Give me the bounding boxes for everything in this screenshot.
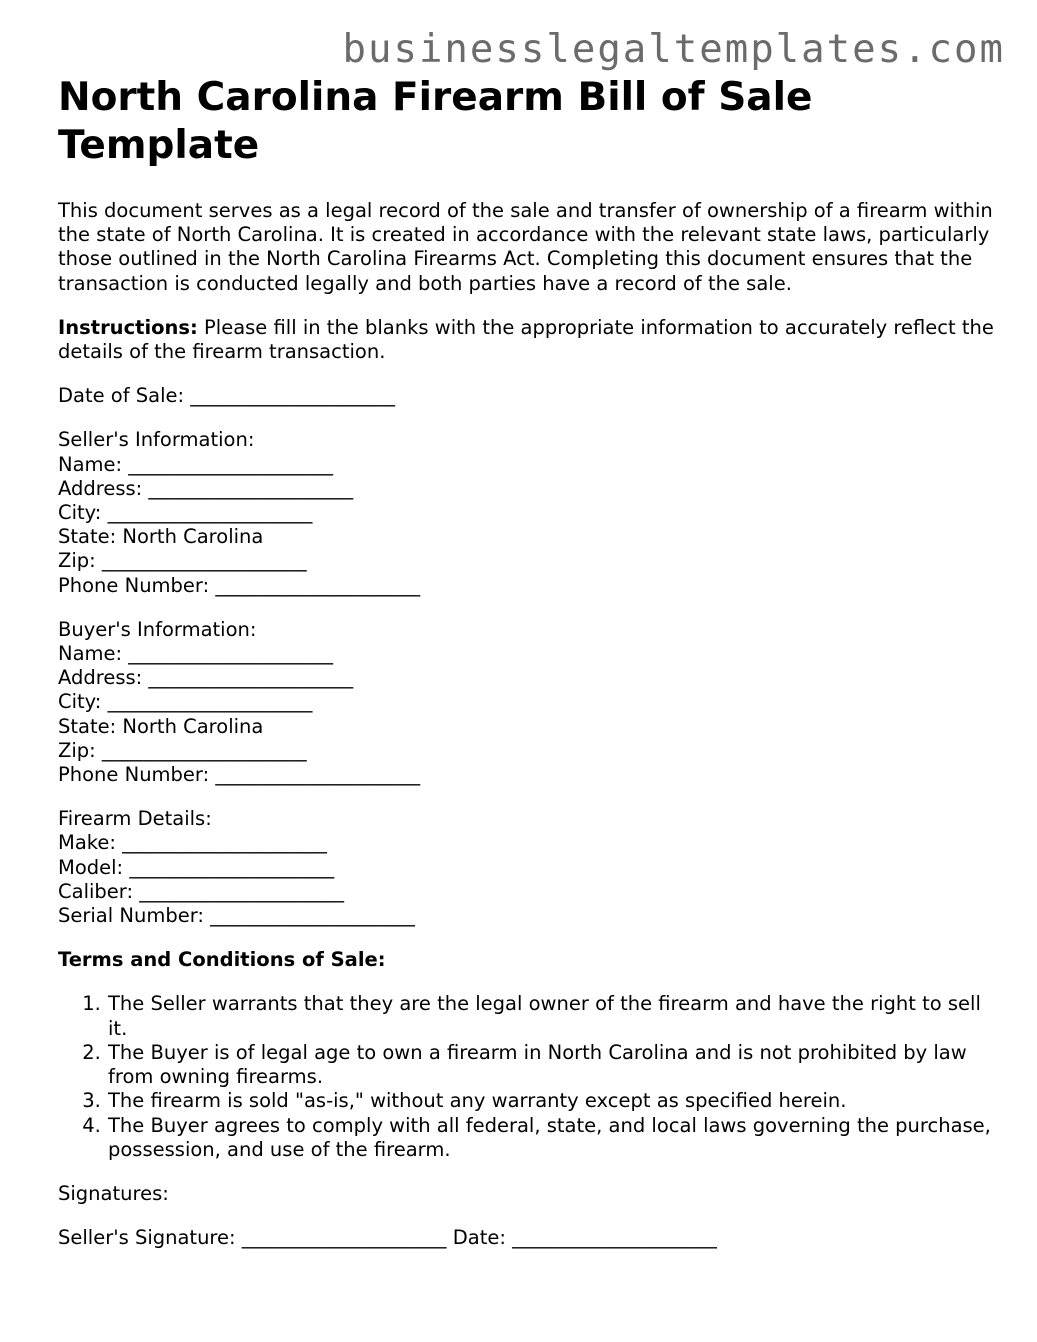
seller-city-field: City: _____________________ [58, 501, 313, 525]
buyer-address-field: Address: _____________________ [58, 666, 354, 690]
page-title: North Carolina Firearm Bill of Sale Template [58, 75, 813, 168]
firearm-serial-field: Serial Number: _____________________ [58, 904, 415, 928]
date-of-sale-field: Date of Sale: _____________________ [58, 384, 396, 408]
signatures-heading: Signatures: [58, 1181, 169, 1205]
seller-state-field: State: North Carolina [58, 525, 264, 549]
seller-signature-field: Seller's Signature: _____________________ [58, 1226, 447, 1250]
seller-phone-field: Phone Number: _____________________ [58, 573, 421, 597]
buyer-state-field: State: North Carolina [58, 714, 264, 738]
buyer-city-field: City: _____________________ [58, 690, 313, 714]
instructions-label: Instructions: [58, 315, 198, 339]
terms-item: 4. The Buyer agrees to comply with all federal, state, and local laws governing the purchase, possession, and use of the firearm. [107, 1114, 998, 1162]
seller-zip-field: Zip: _____________________ [58, 549, 307, 573]
instructions-paragraph [58, 316, 998, 364]
firearm-caliber-field: Caliber: _____________________ [58, 879, 344, 903]
terms-item: 1. The Seller warrants that they are the legal owner of the firearm and have the right to sell it. [107, 992, 998, 1040]
site-watermark: businesslegaltemplates.com [342, 27, 1005, 72]
seller-address-field: Address: _____________________ [58, 476, 354, 500]
firearm-make-field: Make: _____________________ [58, 831, 327, 855]
signature-row [58, 1226, 998, 1250]
seller-section [58, 428, 998, 597]
buyer-phone-field: Phone Number: _____________________ [58, 763, 421, 787]
seller-name-field: Name: _____________________ [58, 452, 334, 476]
document-page [58, 74, 998, 1250]
instructions-text: Please fill in the blanks with the appropriate information to accurately reflect the details of the firearm transaction. [58, 315, 994, 364]
buyer-heading: Buyer's Information: [58, 617, 257, 641]
buyer-section [58, 618, 998, 787]
buyer-zip-field: Zip: _____________________ [58, 738, 307, 762]
terms-item: 2. The Buyer is of legal age to own a firearm in North Carolina and is not prohibited by law from owning firearms. [107, 1041, 998, 1089]
firearm-model-field: Model: _____________________ [58, 855, 335, 879]
intro-paragraph: This document serves as a legal record of the sale and transfer of ownership of a firearm within the state of North Carolina. It is created in accordance with the relevant state laws, particularly those outlined in the North Carolina Firearms Act. Completing this document ensures that the transaction is conducted legally and both parties have a record of the sale. [58, 199, 993, 295]
seller-heading: Seller's Information: [58, 428, 255, 452]
firearm-heading: Firearm Details: [58, 807, 212, 831]
buyer-name-field: Name: _____________________ [58, 642, 334, 666]
terms-item: 3. The firearm is sold "as-is," without any warranty except as specified herein. [107, 1089, 998, 1113]
signature-date-field: Date: _____________________ [452, 1226, 717, 1250]
terms-heading: Terms and Conditions of Sale: [58, 948, 386, 972]
firearm-section [58, 807, 998, 928]
terms-list [58, 992, 998, 1161]
